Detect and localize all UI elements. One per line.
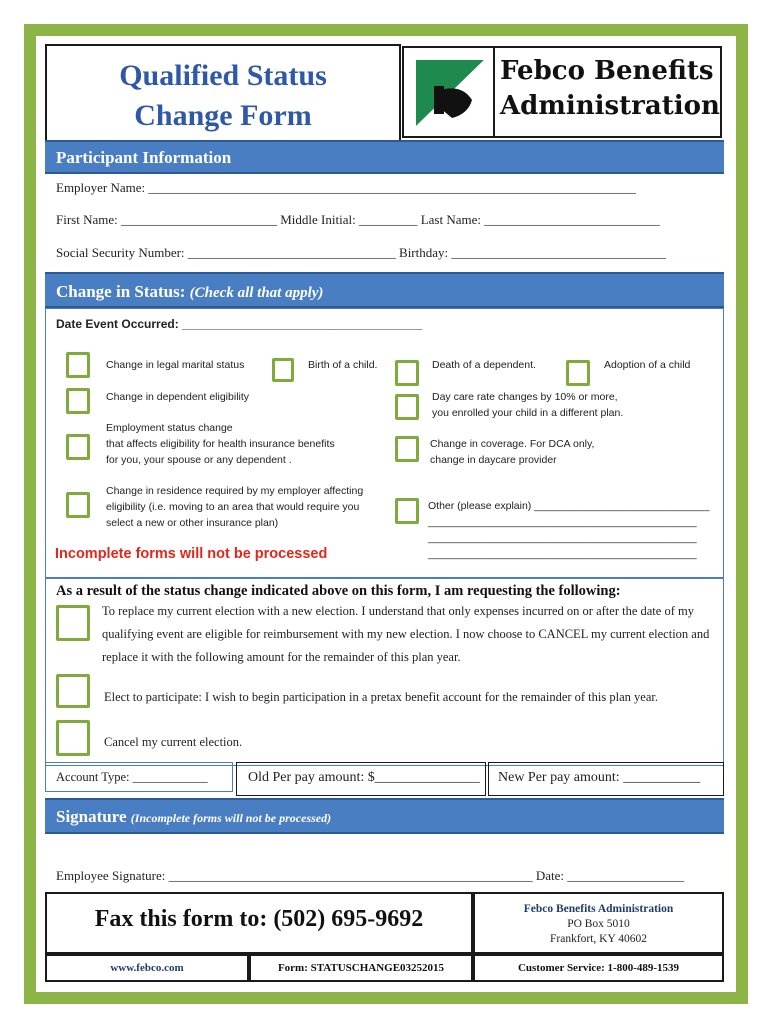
label-coverage-change <box>430 436 594 468</box>
label-death: Death of a dependent. <box>432 359 536 371</box>
label-employment-status <box>106 420 335 468</box>
title-line-2: Change Form <box>134 99 312 132</box>
account-type-field[interactable]: Account Type: ____________ <box>56 770 208 784</box>
other-line-3: ______________________________________________ <box>428 532 697 544</box>
label-daycare-rate <box>432 389 623 421</box>
label-birth: Birth of a child. <box>308 359 378 371</box>
address-company: Febco Benefits Administration <box>523 903 674 915</box>
other-line-4: ______________________________________________ <box>428 548 697 560</box>
website-link[interactable]: www.febco.com <box>110 962 184 974</box>
incomplete-warning: Incomplete forms will not be processed <box>55 546 328 562</box>
replace-line-2: qualifying event are eligible for reimbursement with my new election. I now choose to CANCEL my current election and <box>102 627 710 641</box>
company-name <box>500 54 720 124</box>
checkbox-marital-status[interactable] <box>66 352 90 378</box>
signature-header <box>56 807 331 827</box>
label-elect-participate: Elect to participate: I wish to begin participation in a pretax benefit account for the remainder of this plan year. <box>104 690 658 704</box>
label-employment-line-3: for you, your spouse or any dependent . <box>106 454 292 466</box>
status-header <box>56 282 323 302</box>
participant-header: Participant Information <box>56 148 232 167</box>
label-dependent-eligibility: Change in dependent eligibility <box>106 391 250 403</box>
new-amount-field[interactable]: New Per pay amount: ___________ <box>498 770 701 785</box>
status-header-note: (Check all that apply) <box>189 285 324 301</box>
signature-header-title: Signature <box>56 807 127 826</box>
employer-name-field[interactable]: Employer Name: ___________________________________________________________________________ <box>56 180 636 195</box>
febco-logo-icon <box>412 56 488 130</box>
address-box <box>473 892 724 954</box>
customer-service-cell <box>473 954 724 982</box>
checkbox-birth[interactable] <box>272 358 294 382</box>
label-replace-election <box>102 600 709 669</box>
label-marital-status: Change in legal marital status <box>106 359 245 371</box>
checkbox-dependent-eligibility[interactable] <box>66 388 90 414</box>
request-heading: As a result of the status change indicated above on this form, I am requesting the following: <box>56 583 621 599</box>
signature-header-bar <box>45 798 724 834</box>
checkbox-daycare-rate[interactable] <box>395 394 419 420</box>
address-po-box: PO Box 5010 <box>567 918 630 930</box>
form-id-cell <box>249 954 473 982</box>
checkbox-coverage-change[interactable] <box>395 436 419 462</box>
checkbox-replace-election[interactable] <box>56 605 90 641</box>
checkbox-employment-status[interactable] <box>66 434 90 460</box>
replace-line-1: To replace my current election with a new election. I understand that only expenses incurred on or after the date of my <box>102 604 694 618</box>
checkbox-death[interactable] <box>395 360 419 386</box>
checkbox-cancel-election[interactable] <box>56 720 90 756</box>
mailing-address <box>475 902 722 947</box>
form-id: Form: STATUSCHANGE03252015 <box>277 962 445 974</box>
label-residence-line-3: select a new or other insurance plan) <box>106 517 279 529</box>
label-employment-line-2: that affects eligibility for health insurance benefits <box>106 438 335 450</box>
label-coverage-line-1: Change in coverage. For DCA only, <box>430 438 595 450</box>
employee-signature-field[interactable]: Employee Signature: ________________________________________________________ Date: __________________ <box>56 868 685 883</box>
signature-header-note: (Incomplete forms will not be processed) <box>130 811 332 825</box>
name-fields[interactable]: First Name: ________________________ Middle Initial: _________ Last Name: ___________________________ <box>56 212 660 227</box>
other-line-1: Other (please explain) ______________________________ <box>428 500 710 512</box>
checkbox-other[interactable] <box>395 498 419 524</box>
label-employment-line-1: Employment status change <box>106 422 233 434</box>
label-daycare-line-2: you enrolled your child in a different plan. <box>432 407 624 419</box>
status-header-bar <box>45 272 724 308</box>
status-header-title: Change in Status: <box>56 282 186 301</box>
label-cancel-election: Cancel my current election. <box>104 735 243 749</box>
website-cell <box>45 954 249 982</box>
label-residence-line-2: eligibility (i.e. moving to an area that would require you <box>106 501 360 513</box>
label-daycare-line-1: Day care rate changes by 10% or more, <box>432 391 618 403</box>
customer-service: Customer Service: 1-800-489-1539 <box>517 962 680 974</box>
title-line-1: Qualified Status <box>119 59 327 92</box>
checkbox-adoption[interactable] <box>566 360 590 386</box>
replace-line-3: replace it with the following amount for the remainder of this plan year. <box>102 650 461 664</box>
ssn-birthday-fields[interactable]: Social Security Number: ________________________________ Birthday: _________________________________ <box>56 245 666 260</box>
fax-box <box>45 892 473 954</box>
address-city: Frankfort, KY 40602 <box>550 933 647 945</box>
other-line-2: ______________________________________________ <box>428 516 697 528</box>
other-explain-field[interactable] <box>428 498 709 562</box>
checkbox-elect-participate[interactable] <box>56 674 90 708</box>
old-amount-field[interactable]: Old Per pay amount: $_______________ <box>248 770 480 785</box>
date-event-field[interactable]: Date Event Occurred: ____________________________________ <box>56 317 423 331</box>
form-title <box>47 56 399 136</box>
checkbox-residence-change[interactable] <box>66 492 90 518</box>
logo-divider <box>493 46 495 138</box>
label-residence-change <box>106 483 363 531</box>
label-adoption: Adoption of a child <box>604 359 691 371</box>
company-line-2: Administration <box>500 91 720 121</box>
fax-number: Fax this form to: (502) 695-9692 <box>94 906 424 932</box>
label-residence-line-1: Change in residence required by my employer affecting <box>106 485 364 497</box>
company-line-1: Febco Benefits <box>500 56 714 86</box>
label-coverage-line-2: change in daycare provider <box>430 454 557 466</box>
title-box <box>45 44 401 140</box>
participant-header-bar <box>45 140 724 174</box>
